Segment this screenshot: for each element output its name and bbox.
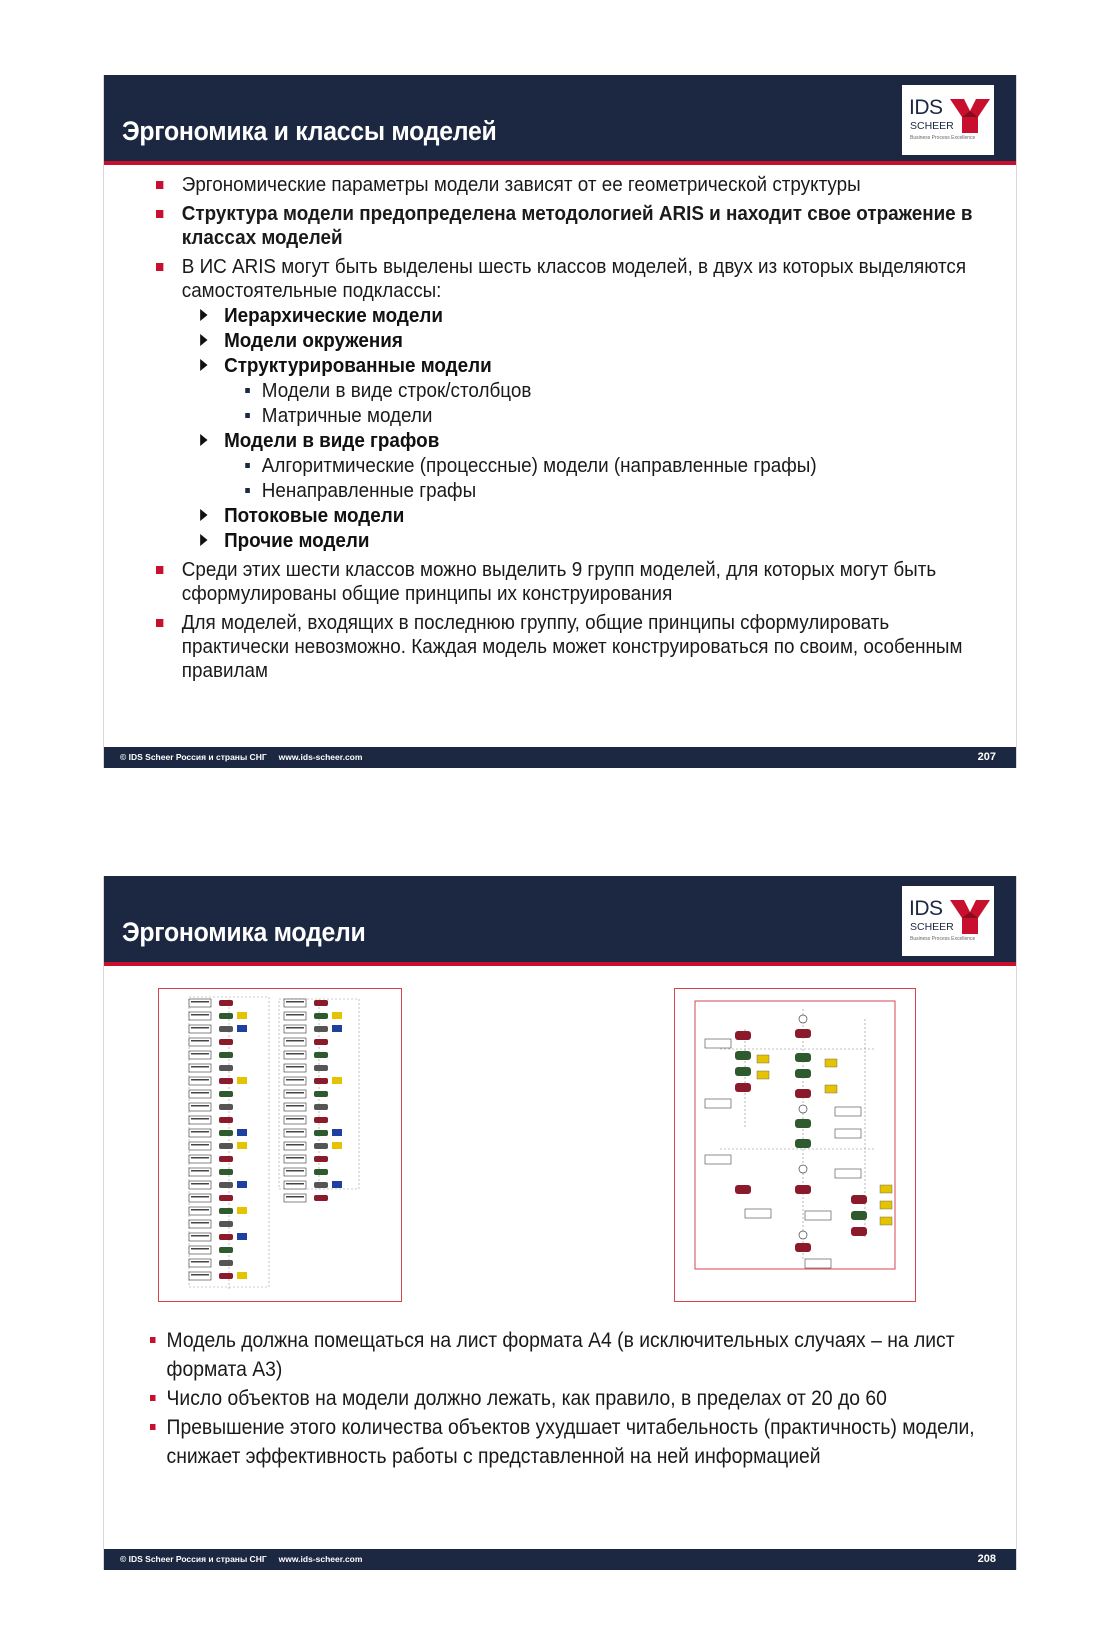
red-square-bullet-icon	[156, 210, 163, 218]
red-square-bullet-icon	[150, 1337, 156, 1343]
model-class-item: Модели окружения	[156, 328, 960, 353]
footer-url: www.ids-scheer.com	[278, 1554, 363, 1564]
scheer-emblem-icon	[950, 896, 990, 936]
page-number: 208	[977, 1553, 996, 1565]
model-subclass-item: Модели в виде строк/столбцов	[156, 378, 979, 403]
bullet: Эргономические параметры модели зависят от ее геометрической структуры	[156, 173, 973, 197]
slide-header	[104, 75, 1016, 161]
page-number: 207	[977, 751, 996, 763]
header-red-rule	[104, 161, 1016, 165]
slide-footer	[104, 747, 1016, 768]
bullet: Модель должна помещаться на лист формата А4 (в исключительных случаях – на лист формата А3)	[150, 1326, 976, 1384]
slide-body	[156, 173, 976, 688]
bullet: В ИС ARIS могут быть выделены шесть классов моделей, в двух из которых выделяются самостоятельные подклассы:	[156, 255, 973, 303]
red-square-bullet-icon	[156, 263, 163, 271]
slide-body	[150, 1326, 975, 1471]
red-square-bullet-icon	[156, 619, 163, 627]
sparse-process-diagram-image	[675, 989, 915, 1301]
model-subclass-item: Ненаправленные графы	[156, 478, 979, 503]
red-square-bullet-icon	[156, 566, 163, 574]
square-bullet-icon	[245, 388, 250, 393]
logo-scheer-text: SCHEER	[910, 921, 954, 933]
square-bullet-icon	[245, 413, 250, 418]
scheer-emblem-icon	[950, 95, 990, 135]
dense-process-diagram-image	[159, 989, 401, 1301]
model-class-item: Структурированные модели	[156, 353, 960, 378]
model-class-item: Потоковые модели	[156, 503, 960, 528]
logo-tagline: Business Process Excellence	[910, 936, 976, 942]
model-subclass-item: Алгоритмические (процессные) модели (направленные графы)	[156, 453, 979, 478]
triangle-bullet-icon	[200, 509, 207, 521]
red-square-bullet-icon	[150, 1395, 156, 1401]
bullet: Среди этих шести классов можно выделить 9 групп моделей, для которых могут быть сформулированы общие принципы их конструирования	[156, 558, 973, 606]
logo-scheer-text: SCHEER	[910, 120, 954, 132]
triangle-bullet-icon	[200, 334, 207, 346]
bullet: Число объектов на модели должно лежать, как правило, в пределах от 20 до 60	[150, 1384, 976, 1413]
footer-copyright: © IDS Scheer Россия и страны СНГ www.ids-scheer.com	[120, 1554, 363, 1564]
sparse-model-thumbnail	[674, 988, 916, 1302]
bullet: Для моделей, входящих в последнюю группу, общие принципы сформулировать практически невозможно. Каждая модель может конструироваться по своим, особенным правилам	[156, 611, 973, 683]
footer-copyright: © IDS Scheer Россия и страны СНГ www.ids-scheer.com	[120, 752, 363, 762]
triangle-bullet-icon	[200, 309, 207, 321]
square-bullet-icon	[245, 463, 250, 468]
slide-208	[103, 876, 1017, 1570]
logo-tagline: Business Process Excellence	[910, 135, 976, 141]
slide-207	[103, 75, 1017, 768]
bullet: Превышение этого количества объектов ухудшает читабельность (практичность) модели, снижает эффективность работы с представленной на ней информацией	[150, 1413, 976, 1471]
model-class-item: Модели в виде графов	[156, 428, 960, 453]
triangle-bullet-icon	[200, 534, 207, 546]
triangle-bullet-icon	[200, 359, 207, 371]
ids-scheer-logo	[902, 886, 994, 956]
red-square-bullet-icon	[150, 1424, 156, 1430]
footer-url: www.ids-scheer.com	[278, 752, 363, 762]
logo-ids-text: IDS	[909, 96, 943, 119]
triangle-bullet-icon	[200, 434, 207, 446]
model-class-item: Иерархические модели	[156, 303, 960, 328]
slide-footer	[104, 1549, 1016, 1570]
header-red-rule	[104, 962, 1016, 966]
model-subclass-item: Матричные модели	[156, 403, 979, 428]
square-bullet-icon	[245, 488, 250, 493]
dense-model-thumbnail	[158, 988, 402, 1302]
bullet: Структура модели предопределена методологией ARIS и находит свое отражение в классах моделей	[156, 202, 973, 250]
slide-title: Эргономика и классы моделей	[122, 116, 497, 146]
logo-ids-text: IDS	[909, 897, 943, 920]
slide-title: Эргономика модели	[122, 917, 366, 947]
model-class-item: Прочие модели	[156, 528, 960, 553]
ids-scheer-logo	[902, 85, 994, 155]
red-square-bullet-icon	[156, 181, 163, 189]
slide-header	[104, 876, 1016, 962]
